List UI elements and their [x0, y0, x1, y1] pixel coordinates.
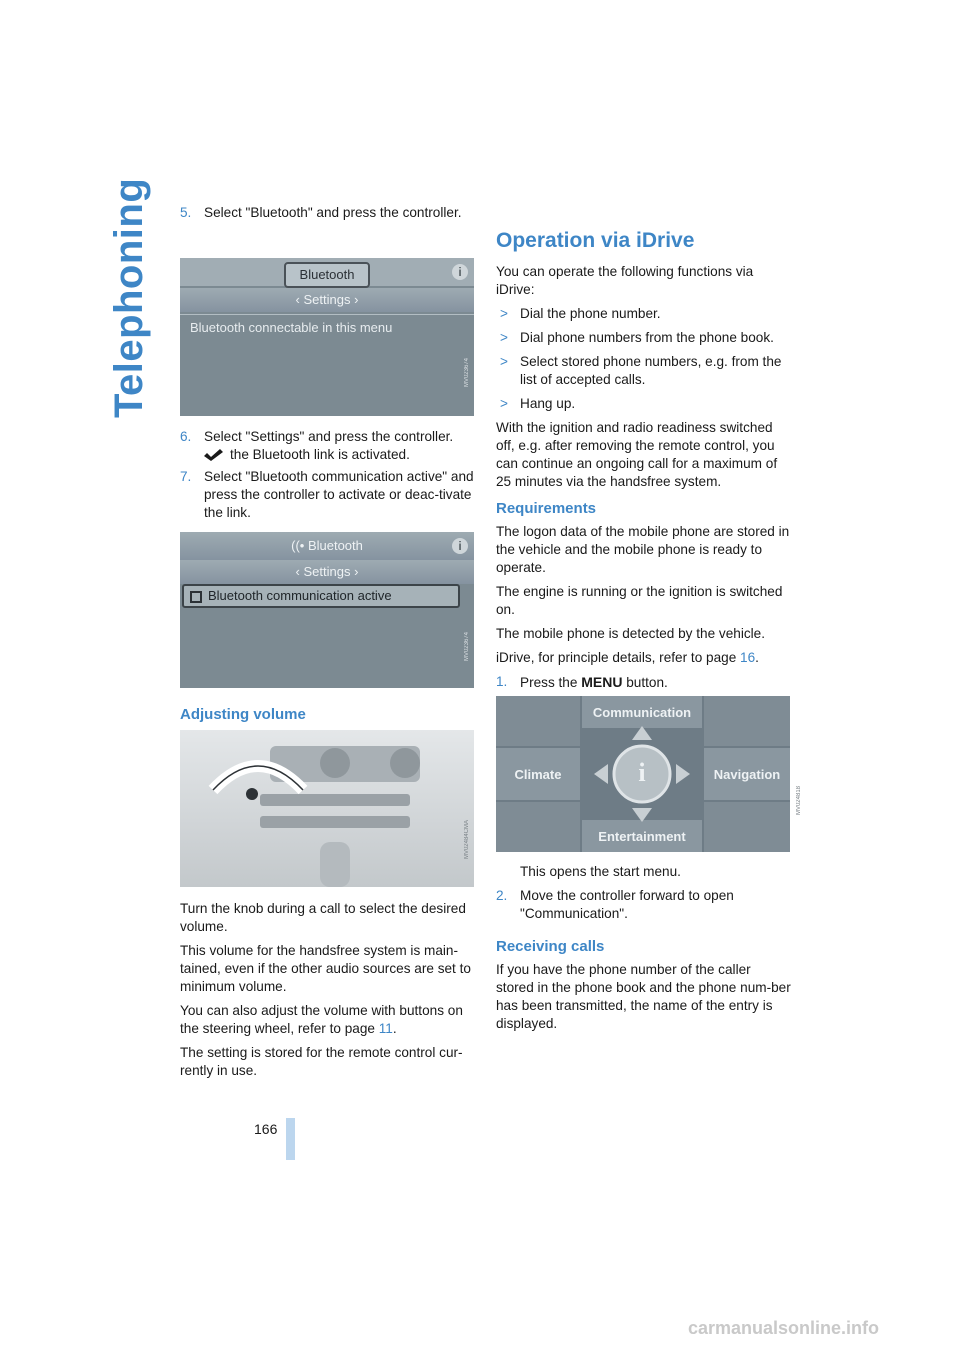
screen-subheader: ‹ Settings › — [180, 560, 474, 584]
info-icon: i — [452, 538, 468, 554]
paragraph: If you have the phone number of the caller stored in the phone book and the phone num-ber has been transmitted, the name of the entry is displayed. — [496, 962, 791, 1031]
list-item: > Select stored phone numbers, e.g. from the list of accepted calls. — [500, 354, 782, 387]
selected-item: Bluetooth communication active — [182, 584, 460, 608]
paragraph: The engine is running or the ignition is switched on. — [496, 584, 783, 617]
image-code: MV023674 — [464, 632, 470, 662]
receiving-text — [496, 961, 792, 1033]
checkbox-icon — [190, 591, 202, 603]
menu-button-label: MENU — [581, 674, 623, 690]
requirements-text — [496, 523, 792, 692]
paragraph: With the ignition and radio readiness switched off, e.g. after removing the remote control, you can continue an ongoing call for a maximum of 25 minutes via the handsfree system. — [496, 420, 778, 489]
paragraph: This volume for the handsfree system is main-tained, even if the other audio sources are set to minimum volume. — [180, 943, 471, 994]
operation-text — [496, 263, 792, 491]
menu-entertainment: Entertainment — [582, 820, 702, 852]
paragraph: This opens the start menu. — [520, 864, 681, 879]
step-7: 7. Select "Bluetooth communication active" and press the controller to activate or deac-tivate the link. — [180, 469, 474, 520]
paragraph: The mobile phone is detected by the vehicle. — [496, 626, 766, 641]
list-item: > Dial phone numbers from the phone book. — [500, 330, 774, 345]
step-1: 1. Press the MENU button. — [496, 674, 668, 690]
step-6: 6. Select "Settings" and press the controller. the Bluetooth link is activated. — [180, 429, 454, 462]
paragraph: You can operate the following functions via iDrive: — [496, 264, 754, 297]
footer-watermark: carmanualsonline.info — [688, 1318, 880, 1338]
image-code: MV02484CMA — [464, 820, 470, 860]
start-menu-screen — [496, 696, 802, 852]
list-item: > Dial the phone number. — [500, 306, 661, 321]
check-icon — [202, 448, 228, 462]
paragraph: iDrive, for principle details, refer to page 16. — [496, 650, 759, 665]
page-number: 166 — [254, 1121, 278, 1137]
image-code: MV023674 — [464, 358, 470, 388]
screen-subheader: ‹ Settings › — [180, 288, 474, 312]
after-menu-text — [496, 863, 792, 923]
step-2: 2. Move the controller forward to open "Communication". — [496, 888, 734, 921]
heading-operation-via-idrive: Operation via iDrive — [496, 229, 695, 252]
screen-tab: Bluetooth — [284, 262, 370, 288]
rotate-arrow-icon — [208, 752, 308, 802]
volume-knob-photo — [180, 730, 474, 887]
left-paragraphs — [180, 900, 476, 1080]
bluetooth-communication-screen — [180, 532, 474, 688]
bluetooth-screen — [180, 258, 474, 416]
menu-climate: Climate — [496, 748, 580, 800]
heading-requirements: Requirements — [496, 500, 597, 517]
menu-navigation: Navigation — [704, 748, 790, 800]
page-marker — [286, 1118, 295, 1160]
heading-adjusting-volume: Adjusting volume — [180, 706, 306, 723]
page-link[interactable]: 16 — [740, 650, 756, 665]
paragraph: The logon data of the mobile phone are stored in the vehicle and the mobile phone is ready to operate. — [496, 524, 790, 575]
list-item: > Hang up. — [500, 396, 576, 411]
menu-communication: Communication — [582, 696, 702, 728]
paragraph: You can also adjust the volume with buttons on the steering wheel, refer to page 11. — [180, 1003, 463, 1036]
info-icon: i — [452, 264, 468, 280]
screen-body-text: Bluetooth connectable in this menu — [190, 320, 393, 335]
step-5: 5. Select "Bluetooth" and press the controller. — [180, 205, 462, 220]
image-code: MV024818 — [796, 786, 802, 816]
paragraph: Turn the knob during a call to select the desired volume. — [180, 901, 466, 934]
paragraph: The setting is stored for the remote control cur-rently in use. — [180, 1045, 463, 1078]
screen-header: ((• Bluetooth — [180, 532, 474, 560]
page-link[interactable]: 11 — [378, 1021, 393, 1036]
heading-receiving-calls: Receiving calls — [496, 938, 605, 955]
section-title: Telephoning — [107, 177, 151, 418]
info-i-icon: i — [638, 758, 646, 787]
